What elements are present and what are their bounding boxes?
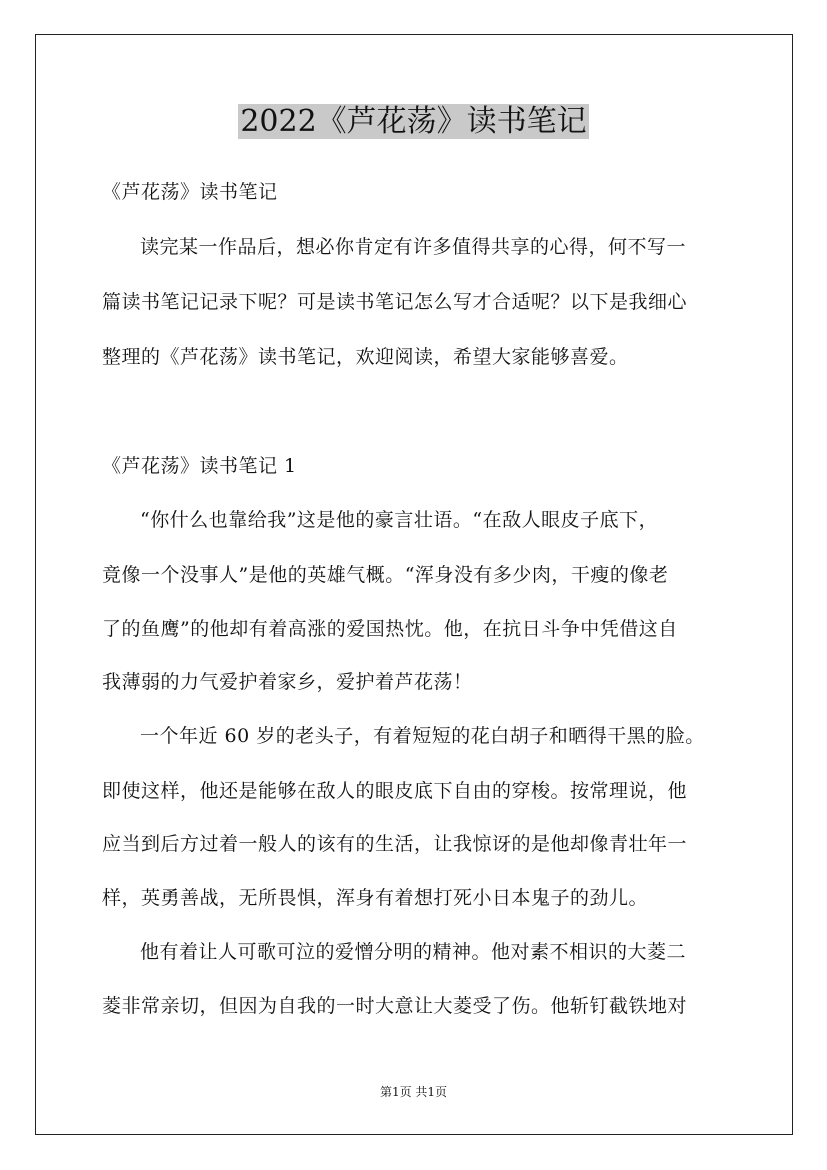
page-footer: 第1页 共1页 xyxy=(379,1085,448,1099)
paragraph-line: 样，英勇善战，无所畏惧，浑身有着想打死小日本鬼子的劲儿。 xyxy=(102,887,649,909)
subtitle: 《芦花荡》读书笔记 xyxy=(102,181,278,203)
paragraph-line: 我薄弱的力气爱护着家乡，爱护着芦花荡！ xyxy=(102,671,473,693)
paragraph-line: “你什么也靠给我”这是他的豪言壮语。“在敌人眼皮子底下， xyxy=(140,509,659,531)
paragraph-line: 他有着让人可歌可泣的爱憎分明的精神。他对素不相识的大菱二 xyxy=(140,941,687,963)
paragraph-line: 竟像一个没事人”是他的英雄气概。“浑身没有多少肉，干瘦的像老 xyxy=(102,564,669,586)
paragraph-line: 即使这样，他还是能够在敌人的眼皮底下自由的穿梭。按常理说，他 xyxy=(102,780,688,802)
document-title: 2022《芦花荡》读书笔记 xyxy=(240,104,587,139)
intro-line: 篇读书笔记记录下呢？可是读书笔记怎么写才合适呢？以下是我细心 xyxy=(102,291,688,313)
paragraph-line: 了的鱼鹰”的他却有着高涨的爱国热忱。他，在抗日斗争中凭借这自 xyxy=(102,618,678,640)
intro-line: 读完某一作品后，想必你肯定有许多值得共享的心得，何不写一 xyxy=(140,236,687,258)
intro-line: 整理的《芦花荡》读书笔记，欢迎阅读，希望大家能够喜爱。 xyxy=(102,346,629,368)
section-heading: 《芦花荡》读书笔记 1 xyxy=(102,455,297,477)
paragraph-line: 应当到后方过着一般人的该有的生活，让我惊讶的是他却像青壮年一 xyxy=(102,833,688,855)
paragraph-line: 一个年近 60 岁的老头子，有着短短的花白胡子和晒得干黑的脸。 xyxy=(140,725,705,747)
paragraph-line: 菱非常亲切，但因为自我的一时大意让大菱受了伤。他斩钉截铁地对 xyxy=(102,995,688,1017)
